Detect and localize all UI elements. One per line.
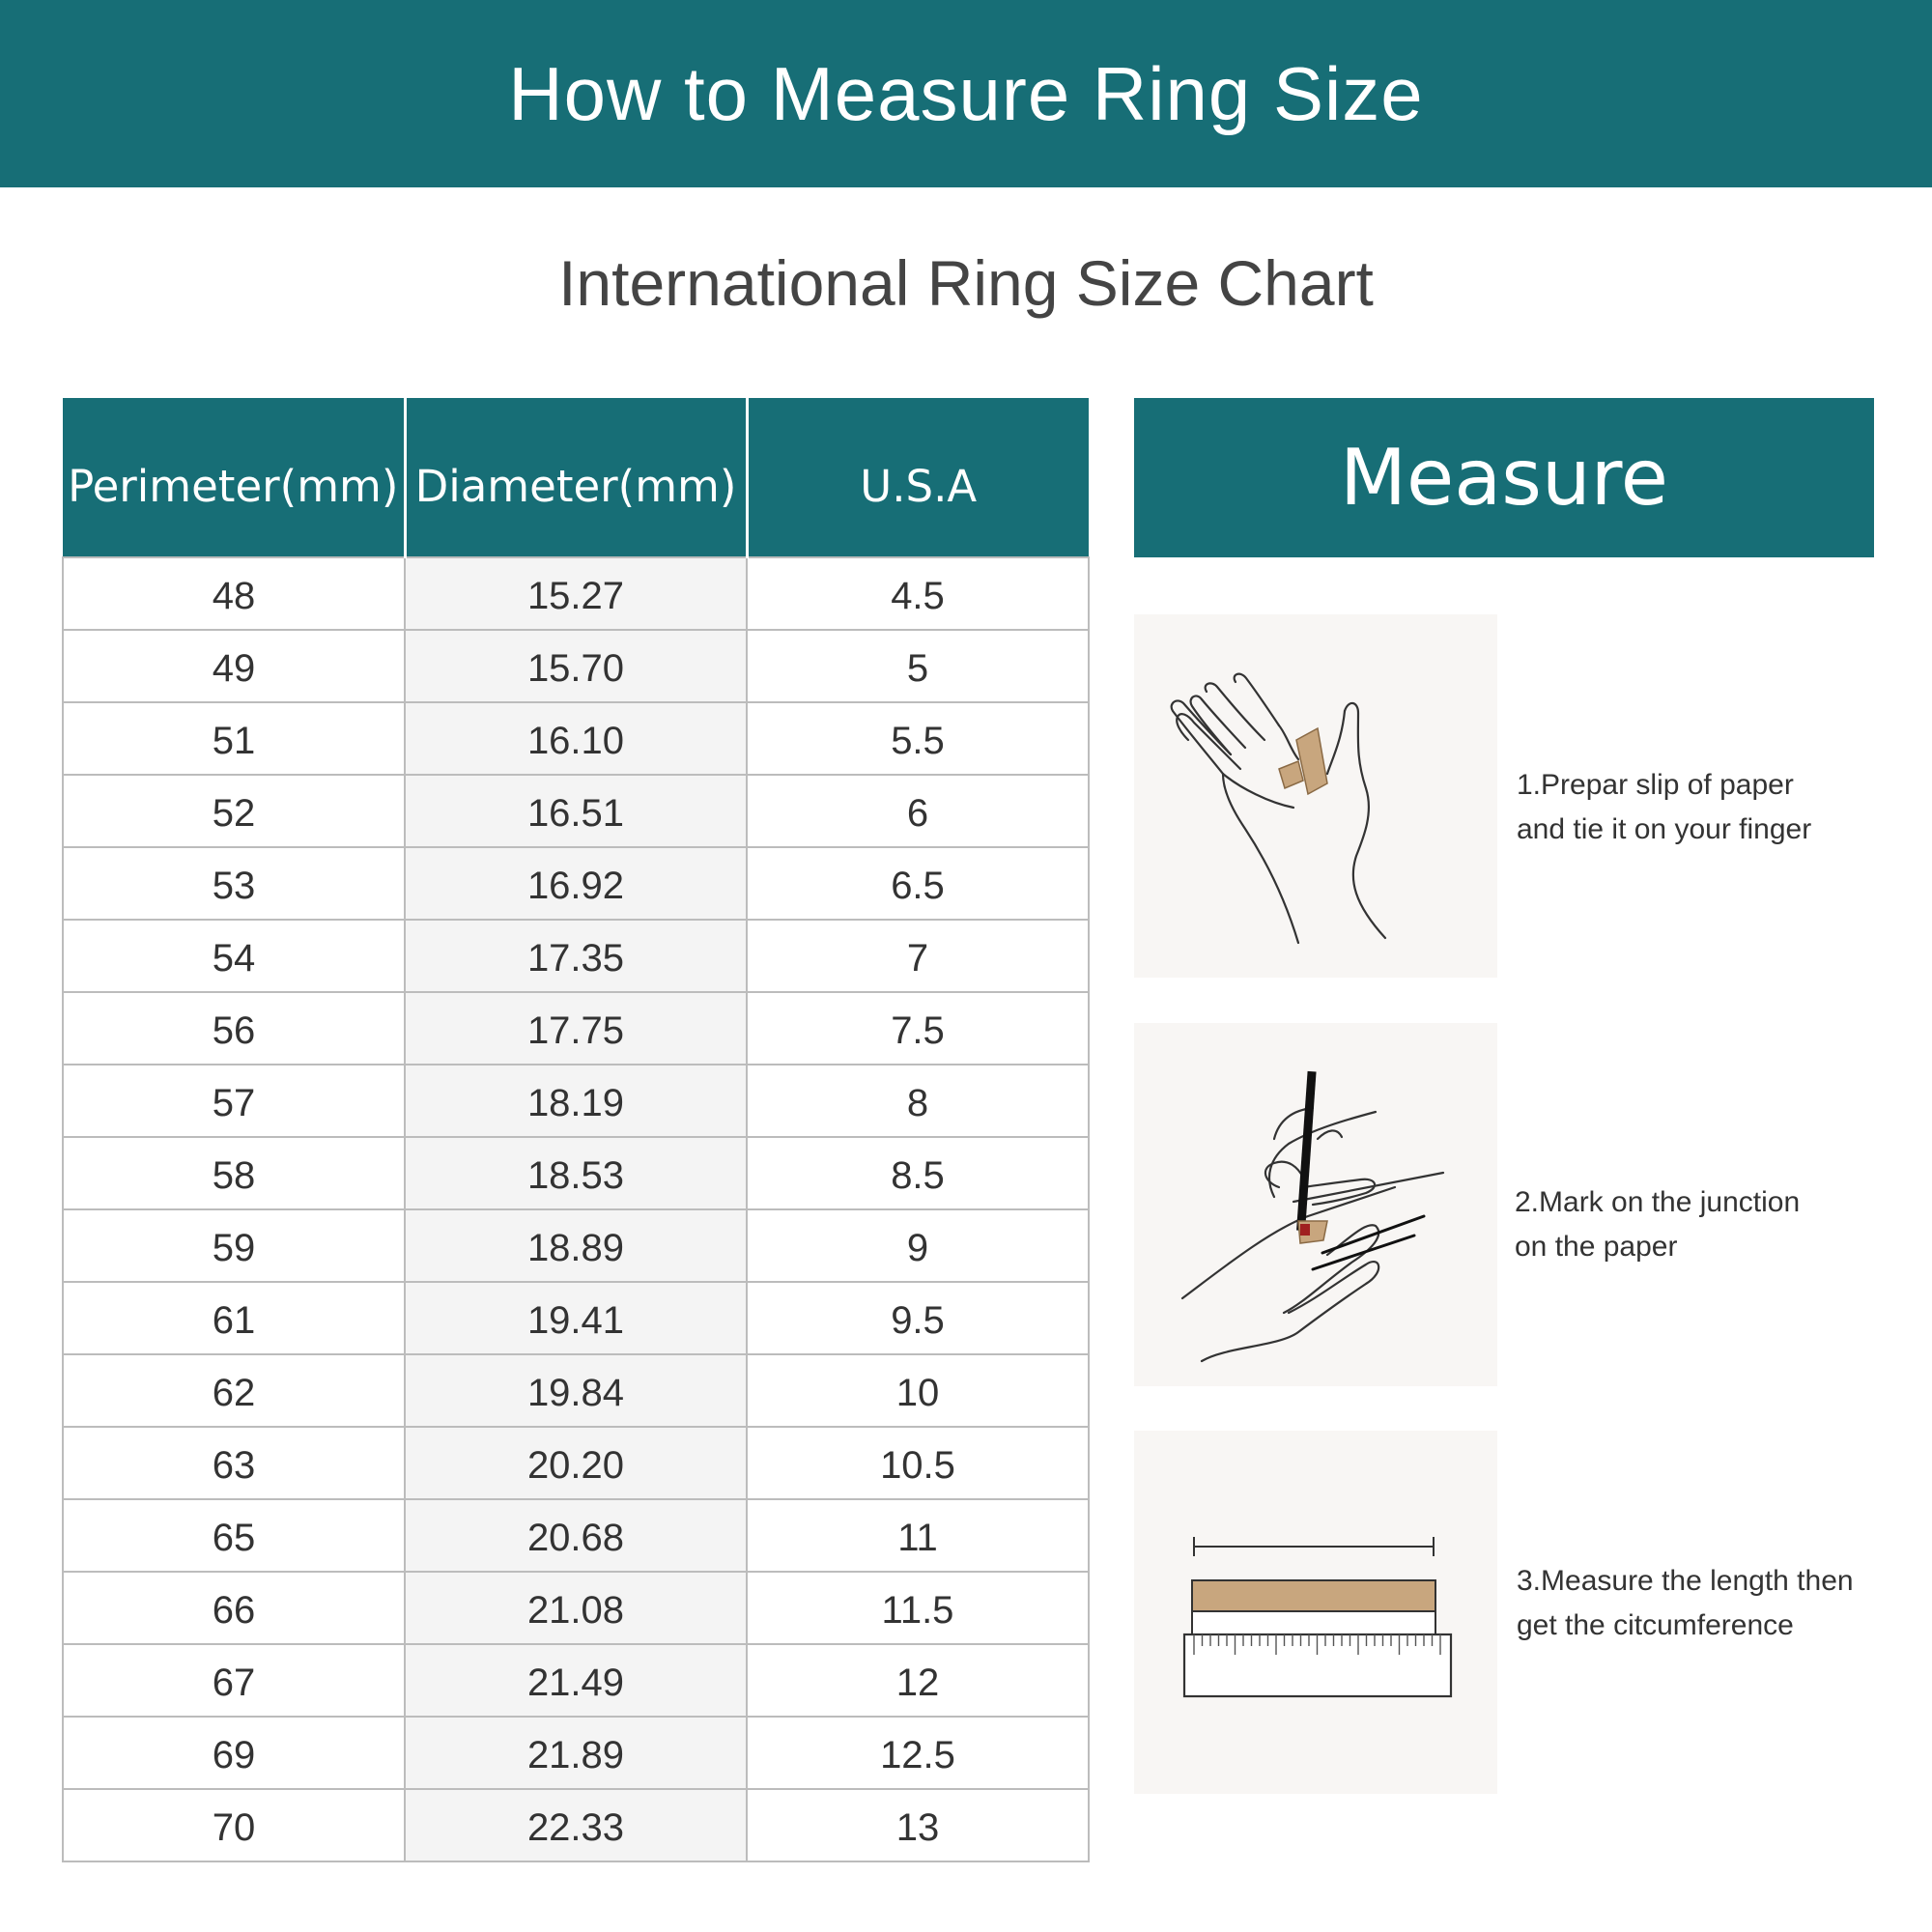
- step-3-text: 3.Measure the length then get the citcumference: [1517, 1565, 1854, 1641]
- chart-subtitle: International Ring Size Chart: [558, 247, 1374, 319]
- cell-usa: 9: [747, 1209, 1089, 1282]
- step-1-text: 1.Prepar slip of paper and tie it on your finger: [1517, 769, 1812, 845]
- cell-perimeter: 61: [63, 1282, 405, 1354]
- cell-perimeter: 65: [63, 1499, 405, 1572]
- cell-diameter: 15.27: [405, 557, 747, 630]
- cell-perimeter: 53: [63, 847, 405, 920]
- column-header-diameter: Diameter(mm): [405, 398, 747, 557]
- cell-diameter: 22.33: [405, 1789, 747, 1861]
- cell-diameter: 21.89: [405, 1717, 747, 1789]
- cell-diameter: 16.10: [405, 702, 747, 775]
- cell-perimeter: 56: [63, 992, 405, 1065]
- cell-perimeter: 69: [63, 1717, 405, 1789]
- cell-diameter: 18.89: [405, 1209, 747, 1282]
- cell-perimeter: 54: [63, 920, 405, 992]
- cell-diameter: 20.20: [405, 1427, 747, 1499]
- table-row: [63, 1499, 1089, 1572]
- cell-usa: 7: [747, 920, 1089, 992]
- cell-usa: 8: [747, 1065, 1089, 1137]
- cell-diameter: 17.75: [405, 992, 747, 1065]
- cell-usa: 11: [747, 1499, 1089, 1572]
- cell-diameter: 18.19: [405, 1065, 747, 1137]
- measure-title: Measure: [1340, 433, 1668, 523]
- column-header-perimeter: Perimeter(mm): [63, 398, 405, 557]
- cell-perimeter: 59: [63, 1209, 405, 1282]
- pen-mark-hand-icon: [1134, 1023, 1497, 1386]
- cell-diameter: 16.92: [405, 847, 747, 920]
- cell-diameter: 17.35: [405, 920, 747, 992]
- cell-diameter: 21.08: [405, 1572, 747, 1644]
- cell-perimeter: 70: [63, 1789, 405, 1861]
- table-row: [63, 557, 1089, 630]
- page-title: How to Measure Ring Size: [508, 50, 1424, 136]
- cell-diameter: 19.41: [405, 1282, 747, 1354]
- cell-usa: 5.5: [747, 702, 1089, 775]
- table-row: [63, 992, 1089, 1065]
- table-row: [63, 775, 1089, 847]
- table-row: [63, 1065, 1089, 1137]
- cell-diameter: 16.51: [405, 775, 747, 847]
- table-row: [63, 1209, 1089, 1282]
- table-row: [63, 630, 1089, 702]
- step-1-illustration: [1134, 614, 1497, 978]
- cell-usa: 13: [747, 1789, 1089, 1861]
- table-row: [63, 1282, 1089, 1354]
- table-row: [63, 1644, 1089, 1717]
- cell-perimeter: 57: [63, 1065, 405, 1137]
- cell-usa: 12.5: [747, 1717, 1089, 1789]
- table-row: [63, 702, 1089, 775]
- cell-perimeter: 58: [63, 1137, 405, 1209]
- cell-usa: 5: [747, 630, 1089, 702]
- cell-perimeter: 66: [63, 1572, 405, 1644]
- table-row: [63, 920, 1089, 992]
- cell-diameter: 21.49: [405, 1644, 747, 1717]
- ring-size-table: [62, 398, 1090, 1862]
- cell-usa: 10: [747, 1354, 1089, 1427]
- cell-perimeter: 49: [63, 630, 405, 702]
- cell-usa: 8.5: [747, 1137, 1089, 1209]
- cell-usa: 11.5: [747, 1572, 1089, 1644]
- cell-perimeter: 62: [63, 1354, 405, 1427]
- cell-diameter: 18.53: [405, 1137, 747, 1209]
- step-2-illustration: [1134, 1023, 1497, 1386]
- cell-usa: 4.5: [747, 557, 1089, 630]
- step-3-illustration: [1134, 1431, 1497, 1794]
- cell-perimeter: 67: [63, 1644, 405, 1717]
- cell-perimeter: 48: [63, 557, 405, 630]
- cell-usa: 6: [747, 775, 1089, 847]
- cell-perimeter: 52: [63, 775, 405, 847]
- table-header-row: [63, 398, 1089, 557]
- table-row: [63, 1572, 1089, 1644]
- header-banner: [0, 0, 1932, 187]
- cell-usa: 9.5: [747, 1282, 1089, 1354]
- measure-header: [1134, 398, 1874, 557]
- hand-paper-strip-icon: [1134, 614, 1497, 978]
- cell-usa: 6.5: [747, 847, 1089, 920]
- cell-usa: 10.5: [747, 1427, 1089, 1499]
- cell-usa: 12: [747, 1644, 1089, 1717]
- cell-diameter: 19.84: [405, 1354, 747, 1427]
- table-row: [63, 1354, 1089, 1427]
- cell-usa: 7.5: [747, 992, 1089, 1065]
- table-row: [63, 1137, 1089, 1209]
- table-body: [63, 557, 1089, 1861]
- column-header-usa: U.S.A: [747, 398, 1089, 557]
- ruler-paper-icon: [1134, 1431, 1497, 1794]
- table-row: [63, 1789, 1089, 1861]
- cell-perimeter: 63: [63, 1427, 405, 1499]
- table-row: [63, 1427, 1089, 1499]
- cell-diameter: 15.70: [405, 630, 747, 702]
- step-2-text: 2.Mark on the junction on the paper: [1515, 1186, 1801, 1263]
- table-row: [63, 1717, 1089, 1789]
- cell-diameter: 20.68: [405, 1499, 747, 1572]
- table-row: [63, 847, 1089, 920]
- cell-perimeter: 51: [63, 702, 405, 775]
